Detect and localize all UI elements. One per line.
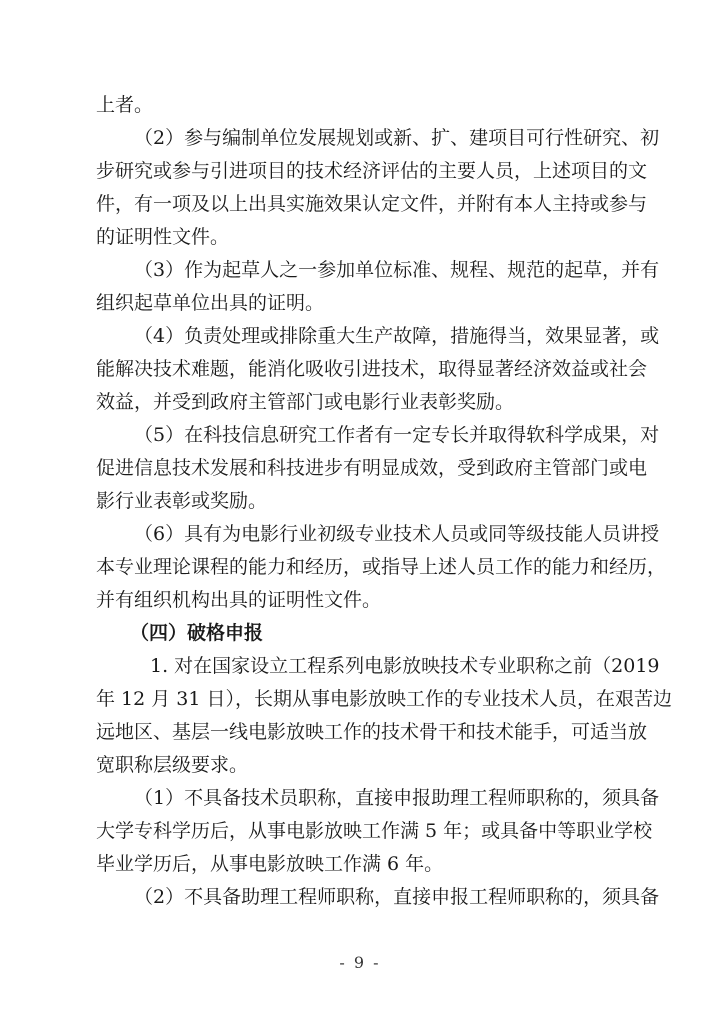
text-line: 影行业表彰或奖励。: [96, 490, 268, 512]
text-line: 能解决技术难题，能消化吸收引进技术，取得显著经济效益或社会: [96, 358, 648, 380]
text-line: 本专业理论课程的能力和经历，或指导上述人员工作的能力和经历，: [96, 556, 667, 578]
text-line: 效益，并受到政府主管部门或电影行业表彰奖励。: [96, 391, 515, 413]
text-line: 组织起草单位出具的证明。: [96, 292, 325, 314]
section-heading: （四）破格申报: [130, 622, 264, 644]
text-line: （1）不具备技术员职称，直接申报助理工程师职称的，须具备: [134, 787, 660, 809]
text-line: 1. 对在国家设立工程系列电影放映技术专业职称之前（2019: [150, 655, 660, 677]
text-line: （5）在科技信息研究工作者有一定专长并取得软科学成果，对: [134, 424, 660, 446]
text-line: 并有组织机构出具的证明性文件。: [96, 589, 382, 611]
text-line: 远地区、基层一线电影放映工作的技术骨干和技术能手，可适当放: [96, 721, 648, 743]
text-line: 毕业学历后，从事电影放映工作满 6 年。: [96, 853, 444, 875]
page-number: - 9 -: [339, 953, 381, 972]
text-line: （4）负责处理或排除重大生产故障，措施得当，效果显著，或: [134, 325, 660, 347]
text-line: 年 12 月 31 日），长期从事电影放映工作的专业技术人员，在艰苦边: [96, 688, 673, 710]
text-line: 步研究或参与引进项目的技术经济评估的主要人员，上述项目的文: [96, 160, 648, 182]
text-line: （6）具有为电影行业初级专业技术人员或同等级技能人员讲授: [134, 523, 660, 545]
text-line: 上者。: [96, 94, 154, 116]
text-line: 促进信息技术发展和科技进步有明显成效，受到政府主管部门或电: [96, 457, 648, 479]
text-line: （2）参与编制单位发展规划或新、扩、建项目可行性研究、初: [134, 127, 660, 149]
text-line: （2）不具备助理工程师职称，直接申报工程师职称的，须具备: [134, 886, 660, 908]
text-line: 宽职称层级要求。: [96, 754, 249, 776]
text-line: 大学专科学历后，从事电影放映工作满 5 年；或具备中等职业学校: [96, 820, 653, 842]
text-line: （3）作为起草人之一参加单位标准、规程、规范的起草，并有: [134, 259, 660, 281]
text-line: 件，有一项及以上出具实施效果认定文件，并附有本人主持或参与: [96, 193, 648, 215]
text-line: 的证明性文件。: [96, 226, 230, 248]
